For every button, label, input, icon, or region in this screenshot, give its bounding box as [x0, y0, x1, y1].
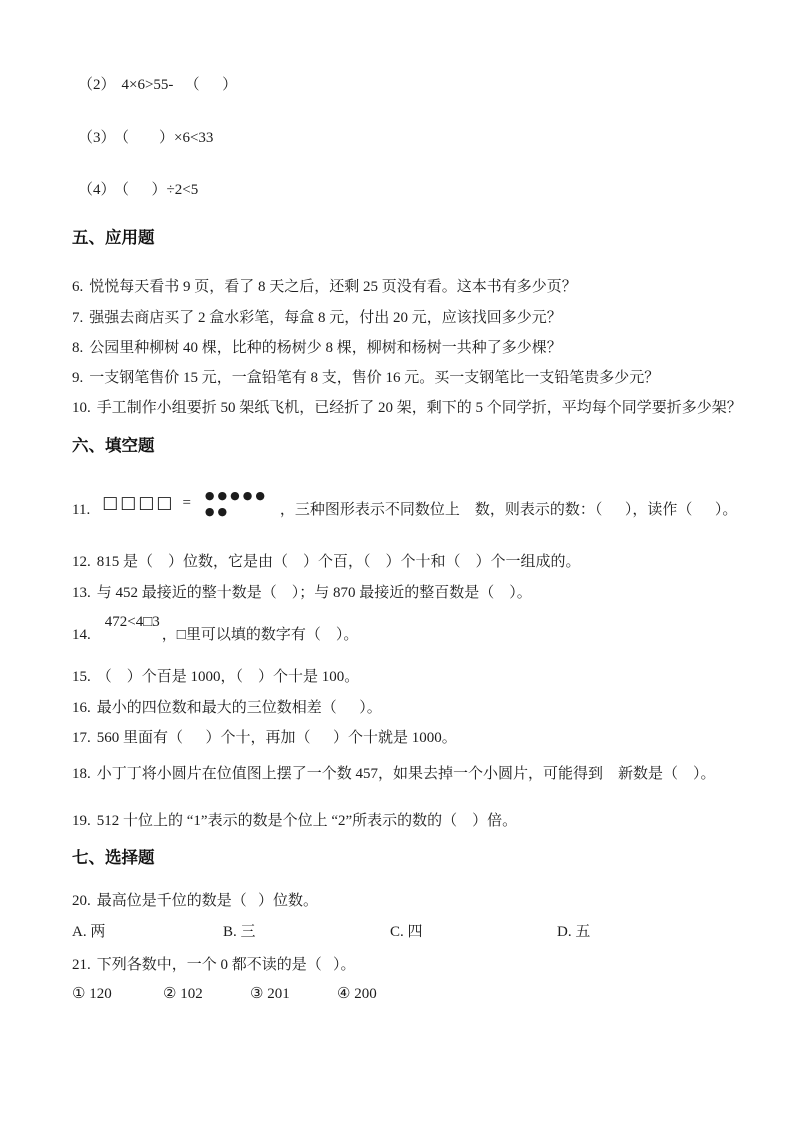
question-17-text: 560 里面有（ ）个十，再加（ ）个十就是 1000。 — [96, 730, 457, 746]
question-17-number: 17. — [72, 730, 91, 746]
question-11-text: ，三种图形表示不同数位上 数，则表示的数：（ ），读作（ ）。 — [279, 502, 738, 518]
question-3-number: （3） — [78, 130, 116, 146]
place-value-dots-diagram — [205, 488, 268, 520]
choice-d: D. 五 — [557, 924, 591, 940]
choice-b: B. 三 — [223, 924, 256, 940]
question-7 — [72, 308, 562, 328]
question-16-text: 最小的四位数和最大的三位数相差（ ）。 — [96, 700, 382, 716]
question-7-number: 7. — [72, 310, 84, 326]
question-14-text: ，□里可以填的数字有（ ）。 — [161, 627, 359, 643]
question-18-text: 小丁丁将小圆片在位值图上摆了一个数 457，如果去掉一个小圆片，可能得到 新数是（ ）。 — [96, 766, 716, 782]
question-10 — [72, 398, 742, 418]
question-19-number: 19. — [72, 813, 91, 829]
question-19-text: 512 十位上的 “1”表示的数是个位上 “2”所表示的数的（ ）倍。 — [96, 813, 518, 829]
section-heading-choose: 七、选择题 — [72, 849, 155, 867]
question-3 — [78, 128, 213, 148]
dots-row-bottom: ●● — [204, 505, 231, 518]
place-value-squares-glyphs: □□□□ — [102, 493, 175, 513]
question-14-number: 14. — [72, 627, 91, 643]
choice-a: A. 两 — [72, 924, 106, 940]
choice-3: ③ 201 — [250, 986, 290, 1002]
question-2-number: （2） — [78, 77, 116, 93]
question-13-number: 13. — [72, 585, 91, 601]
question-20-choices — [72, 922, 590, 942]
question-8-number: 8. — [72, 340, 84, 356]
question-17 — [72, 728, 457, 748]
question-9 — [72, 368, 659, 388]
question-12-number: 12. — [72, 554, 91, 570]
question-19 — [72, 811, 517, 831]
question-20-text: 最高位是千位的数是（ ）位数。 — [96, 893, 319, 909]
question-20-number: 20. — [72, 893, 91, 909]
question-18 — [72, 764, 716, 784]
question-14 — [72, 609, 358, 645]
equals-sign: = — [182, 495, 191, 511]
question-10-number: 10. — [72, 400, 91, 416]
question-9-number: 9. — [72, 370, 84, 386]
question-21-number: 21. — [72, 957, 91, 973]
question-15 — [72, 667, 359, 687]
choice-1: ① 120 — [72, 986, 112, 1002]
question-6-text: 悦悦每天看书 9 页，看了 8 天之后，还剩 25 页没有看。这本书有多少页？ — [89, 279, 577, 295]
question-4 — [78, 180, 198, 200]
section-heading-fill: 六、填空题 — [72, 437, 155, 455]
question-14-formula: 472<4□3 — [104, 614, 160, 630]
question-11 — [72, 476, 737, 520]
question-3-expression: （ ）×6<33 — [121, 130, 214, 146]
question-11-number: 11. — [72, 502, 91, 518]
question-12 — [72, 552, 581, 572]
question-21 — [72, 955, 356, 975]
question-21-text: 下列各数中，一个 0 都不读的是（ ）。 — [96, 957, 356, 973]
question-18-number: 18. — [72, 766, 91, 782]
question-16-number: 16. — [72, 700, 91, 716]
question-21-choices — [72, 984, 377, 1004]
question-2 — [78, 75, 237, 95]
question-15-number: 15. — [72, 669, 91, 685]
question-13-text: 与 452 最接近的整十数是（ ）；与 870 最接近的整百数是（ ）。 — [96, 585, 532, 601]
question-4-expression: （ ）÷2<5 — [121, 182, 199, 198]
choice-2: ② 102 — [163, 986, 203, 1002]
choice-4: ④ 200 — [337, 986, 377, 1002]
question-8 — [72, 338, 562, 358]
question-4-number: （4） — [78, 182, 116, 198]
question-10-text: 手工制作小组要折 50 架纸飞机，已经折了 20 架，剩下的 5 个同学折，平均每个同学要折多少架？ — [96, 400, 742, 416]
question-13 — [72, 583, 532, 603]
question-6-number: 6. — [72, 279, 84, 295]
question-12-text: 815 是（ ）位数，它是由（ ）个百，（ ）个十和（ ）个一组成的。 — [96, 554, 581, 570]
question-9-text: 一支钢笔售价 15 元，一盒铅笔有 8 支，售价 16 元。买一支钢笔比一支铅笔贵多少元？ — [89, 370, 660, 386]
question-7-text: 强强去商店买了 2 盒水彩笔，每盒 8 元，付出 20 元，应该找回多少元？ — [89, 310, 562, 326]
question-20 — [72, 891, 318, 911]
question-15-text: （ ）个百是 1000，（ ）个十是 100。 — [96, 669, 360, 685]
question-8-text: 公园里种柳树 40 棵，比种的杨树少 8 棵，柳树和杨树一共种了多少棵？ — [89, 340, 562, 356]
choice-c: C. 四 — [390, 924, 423, 940]
question-2-expression: 4×6>55- （ ） — [121, 77, 238, 93]
dots-row-top: ●●●●● — [204, 489, 268, 502]
question-6 — [72, 277, 577, 297]
section-heading-apply: 五、应用题 — [72, 229, 155, 247]
question-16 — [72, 698, 382, 718]
